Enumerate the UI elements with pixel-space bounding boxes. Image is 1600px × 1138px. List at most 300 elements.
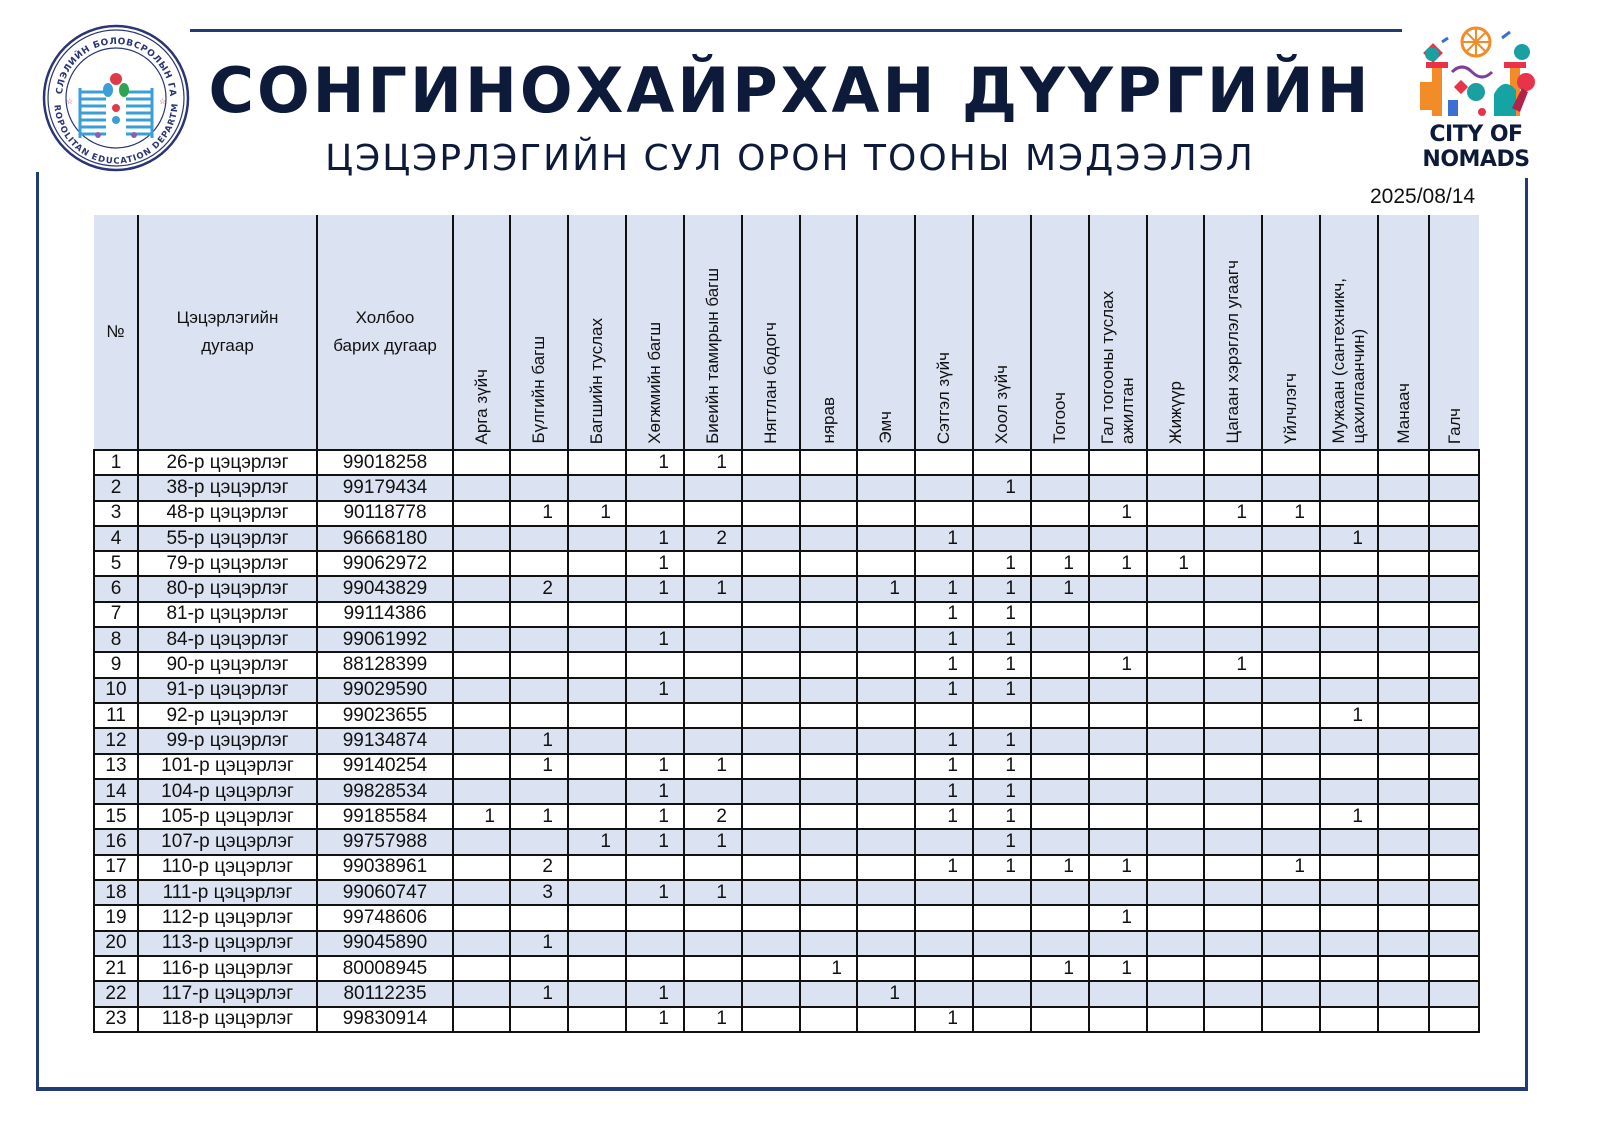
- vacancy-count-cell: [1204, 1007, 1262, 1032]
- vacancy-count-cell: 1: [1031, 855, 1089, 880]
- column-header-position: [1429, 215, 1479, 450]
- table-body: [94, 450, 1479, 1032]
- vacancy-count-cell: [1147, 981, 1204, 1006]
- vacancy-count-cell: [1429, 728, 1479, 753]
- column-header-position-label: Сэтгэл зүйч: [934, 351, 953, 444]
- vacancy-count-cell: [1031, 804, 1089, 829]
- vacancy-count-cell: 1: [800, 956, 857, 981]
- vacancy-count-cell: [1429, 905, 1479, 930]
- column-header-position-label: Галч: [1444, 407, 1464, 444]
- vacancy-count-cell: 1: [973, 855, 1031, 880]
- column-header-position: [1147, 215, 1204, 450]
- emblem-bottom-text: ROPOLITAN EDUCATION DEPARTM: [51, 102, 181, 167]
- vacancy-count-cell: [1089, 754, 1147, 779]
- kindergarten-name-cell: 79-р цэцэрлэг: [138, 551, 317, 576]
- column-header-position-label: Тогооч: [1050, 392, 1069, 444]
- vacancy-count-cell: [742, 703, 800, 728]
- frame-right-rule: [1525, 178, 1528, 1090]
- vacancy-count-cell: [626, 652, 684, 677]
- vacancy-count-cell: [510, 526, 568, 551]
- vacancy-count-cell: 1: [1262, 501, 1320, 526]
- vacancy-count-cell: [1204, 829, 1262, 854]
- vacancy-count-cell: [1320, 475, 1378, 500]
- row-number-cell: 2: [94, 475, 138, 500]
- vacancy-count-cell: 1: [915, 1007, 973, 1032]
- vacancy-count-cell: 1: [1089, 652, 1147, 677]
- phone-number-cell: 80008945: [317, 956, 453, 981]
- row-number-cell: 23: [94, 1007, 138, 1032]
- vacancy-count-cell: [1147, 678, 1204, 703]
- vacancy-count-cell: 1: [973, 779, 1031, 804]
- vacancy-count-cell: [1089, 627, 1147, 652]
- vacancy-count-cell: [684, 602, 742, 627]
- vacancy-count-cell: [568, 1007, 626, 1032]
- vacancy-count-cell: [800, 754, 857, 779]
- vacancy-count-cell: 1: [973, 829, 1031, 854]
- vacancy-count-cell: [742, 602, 800, 627]
- vacancy-count-cell: [800, 728, 857, 753]
- vacancy-count-cell: [1429, 627, 1479, 652]
- vacancy-count-cell: [800, 931, 857, 956]
- column-header-position-label: Мужаан (сантехникч, цахилгаанчин): [1329, 278, 1368, 444]
- phone-number-cell: 80112235: [317, 981, 453, 1006]
- vacancy-count-cell: 1: [684, 450, 742, 475]
- vacancy-count-cell: [1429, 551, 1479, 576]
- vacancy-count-cell: [1147, 652, 1204, 677]
- vacancy-count-cell: 1: [626, 576, 684, 601]
- vacancy-count-cell: [973, 905, 1031, 930]
- vacancy-count-cell: [568, 652, 626, 677]
- vacancy-count-cell: [742, 551, 800, 576]
- vacancy-count-cell: 1: [1320, 703, 1378, 728]
- row-number-cell: 13: [94, 754, 138, 779]
- phone-number-cell: 99114386: [317, 602, 453, 627]
- vacancy-count-cell: [1320, 829, 1378, 854]
- table-header-row: [94, 215, 1479, 450]
- column-header-kindergarten-label: Цэцэрлэгийн дугаар: [176, 308, 279, 355]
- kindergarten-name-cell: 38-р цэцэрлэг: [138, 475, 317, 500]
- phone-number-cell: 99043829: [317, 576, 453, 601]
- kindergarten-name-cell: 80-р цэцэрлэг: [138, 576, 317, 601]
- vacancy-count-cell: [800, 855, 857, 880]
- vacancy-count-cell: [1147, 576, 1204, 601]
- vacancy-count-cell: [915, 956, 973, 981]
- vacancy-count-cell: 1: [1320, 526, 1378, 551]
- page-title: СОНГИНОХАЙРХАН ДҮҮРГИЙН: [208, 54, 1372, 127]
- frame-top-rule: [190, 29, 1402, 32]
- vacancy-count-cell: [1262, 678, 1320, 703]
- vacancy-count-cell: [857, 880, 915, 905]
- vacancy-count-cell: [684, 855, 742, 880]
- vacancy-count-cell: [742, 779, 800, 804]
- vacancy-count-cell: [453, 602, 510, 627]
- vacancy-count-cell: [1429, 855, 1479, 880]
- vacancy-count-cell: [742, 627, 800, 652]
- table-row: [94, 728, 1479, 753]
- vacancy-count-cell: [453, 551, 510, 576]
- kindergarten-name-cell: 113-р цэцэрлэг: [138, 931, 317, 956]
- table-row: [94, 905, 1479, 930]
- column-header-no: №: [94, 215, 138, 450]
- vacancy-count-cell: [800, 602, 857, 627]
- vacancy-count-cell: [1429, 956, 1479, 981]
- kindergarten-name-cell: 84-р цэцэрлэг: [138, 627, 317, 652]
- vacancy-count-cell: [800, 551, 857, 576]
- vacancy-count-cell: [857, 855, 915, 880]
- vacancy-count-cell: [1204, 880, 1262, 905]
- vacancy-count-cell: [857, 804, 915, 829]
- vacancy-count-cell: 1: [915, 652, 973, 677]
- vacancy-count-cell: [1147, 905, 1204, 930]
- kindergarten-name-cell: 26-р цэцэрлэг: [138, 450, 317, 475]
- vacancy-count-cell: [1378, 501, 1429, 526]
- row-number-cell: 18: [94, 880, 138, 905]
- vacancy-count-cell: 1: [684, 829, 742, 854]
- vacancy-count-cell: [568, 855, 626, 880]
- column-header-phone-label: Холбоо барих дугаар: [333, 308, 437, 355]
- vacancy-count-cell: [453, 652, 510, 677]
- vacancy-count-cell: 1: [973, 602, 1031, 627]
- phone-number-cell: 99185584: [317, 804, 453, 829]
- vacancy-count-cell: [1262, 450, 1320, 475]
- vacancy-count-cell: 1: [626, 981, 684, 1006]
- vacancy-count-cell: [1147, 526, 1204, 551]
- column-header-position: [1089, 215, 1147, 450]
- kindergarten-name-cell: 117-р цэцэрлэг: [138, 981, 317, 1006]
- vacancy-count-cell: [1089, 576, 1147, 601]
- vacancy-count-cell: [1378, 905, 1429, 930]
- vacancy-count-cell: [742, 450, 800, 475]
- vacancy-count-cell: [453, 956, 510, 981]
- vacancy-count-cell: [857, 627, 915, 652]
- vacancy-count-cell: [915, 703, 973, 728]
- vacancy-count-cell: [800, 576, 857, 601]
- vacancy-count-cell: [800, 905, 857, 930]
- vacancy-count-cell: [1204, 551, 1262, 576]
- vacancy-count-cell: [1204, 728, 1262, 753]
- vacancy-count-cell: [510, 829, 568, 854]
- vacancy-count-cell: [800, 678, 857, 703]
- phone-number-cell: 99757988: [317, 829, 453, 854]
- phone-number-cell: 88128399: [317, 652, 453, 677]
- vacancy-count-cell: [1031, 779, 1089, 804]
- vacancy-count-cell: [684, 501, 742, 526]
- column-header-position-label: Хоол зүйч: [992, 365, 1011, 444]
- vacancy-count-cell: 1: [1089, 855, 1147, 880]
- vacancy-count-cell: 1: [684, 754, 742, 779]
- phone-number-cell: 90118778: [317, 501, 453, 526]
- vacancy-count-cell: [1147, 475, 1204, 500]
- kindergarten-name-cell: 104-р цэцэрлэг: [138, 779, 317, 804]
- column-header-position-label: Биеийн тамирын багш: [703, 268, 722, 444]
- vacancy-count-cell: [453, 855, 510, 880]
- vacancy-count-cell: [1378, 526, 1429, 551]
- row-number-cell: 15: [94, 804, 138, 829]
- vacancy-count-cell: [1320, 754, 1378, 779]
- city-logo-line1: CITY OF: [1429, 122, 1523, 147]
- vacancy-count-cell: [1429, 602, 1479, 627]
- vacancy-count-cell: 1: [915, 602, 973, 627]
- column-header-phone: [317, 215, 453, 450]
- vacancy-count-cell: [742, 728, 800, 753]
- column-header-position: [1378, 215, 1429, 450]
- vacancy-count-cell: [1378, 728, 1429, 753]
- vacancy-count-cell: [1429, 703, 1479, 728]
- vacancy-count-cell: [915, 501, 973, 526]
- vacancy-count-cell: [1031, 905, 1089, 930]
- table-row: [94, 576, 1479, 601]
- vacancy-count-cell: 2: [684, 804, 742, 829]
- vacancy-count-cell: [742, 855, 800, 880]
- vacancy-count-cell: [1378, 627, 1429, 652]
- vacancy-count-cell: 3: [510, 880, 568, 905]
- phone-number-cell: 99038961: [317, 855, 453, 880]
- vacancy-count-cell: [1031, 450, 1089, 475]
- column-header-position-label: Жижүүр: [1165, 380, 1185, 444]
- city-of-nomads-art-icon: [1412, 22, 1540, 122]
- vacancy-count-cell: [510, 475, 568, 500]
- vacancy-count-cell: [1320, 450, 1378, 475]
- vacancy-count-cell: [1378, 931, 1429, 956]
- vacancy-count-cell: [1378, 602, 1429, 627]
- vacancy-count-cell: 1: [1320, 804, 1378, 829]
- vacancy-count-cell: [510, 551, 568, 576]
- kindergarten-name-cell: 110-р цэцэрлэг: [138, 855, 317, 880]
- row-number-cell: 19: [94, 905, 138, 930]
- vacancy-count-cell: [973, 956, 1031, 981]
- vacancy-count-cell: [1320, 602, 1378, 627]
- vacancy-count-cell: [1147, 728, 1204, 753]
- vacancy-count-cell: 1: [1147, 551, 1204, 576]
- vacancy-count-cell: [1204, 855, 1262, 880]
- row-number-cell: 4: [94, 526, 138, 551]
- vacancy-count-cell: 1: [684, 880, 742, 905]
- vacancy-count-cell: [1429, 1007, 1479, 1032]
- vacancy-count-cell: [1031, 475, 1089, 500]
- vacancy-count-cell: [973, 501, 1031, 526]
- row-number-cell: 14: [94, 779, 138, 804]
- vacancy-count-cell: [1378, 956, 1429, 981]
- vacancy-count-cell: [1320, 652, 1378, 677]
- vacancy-count-cell: [1089, 829, 1147, 854]
- vacancy-count-cell: [568, 956, 626, 981]
- vacancy-count-cell: [1147, 501, 1204, 526]
- vacancy-count-cell: [1320, 905, 1378, 930]
- vacancy-count-cell: [915, 905, 973, 930]
- vacancy-count-cell: [684, 931, 742, 956]
- metropolitan-education-department-emblem-icon: [40, 22, 192, 174]
- vacancy-count-cell: [1089, 526, 1147, 551]
- table-row: [94, 804, 1479, 829]
- vacancy-count-cell: [973, 526, 1031, 551]
- vacancy-count-cell: [453, 981, 510, 1006]
- vacancy-count-cell: [1262, 905, 1320, 930]
- vacancy-count-cell: [1429, 829, 1479, 854]
- vacancy-count-cell: [857, 1007, 915, 1032]
- column-header-position: [742, 215, 800, 450]
- vacancy-count-cell: [1320, 678, 1378, 703]
- vacancy-count-cell: 1: [915, 804, 973, 829]
- phone-number-cell: 99029590: [317, 678, 453, 703]
- vacancy-count-cell: [1147, 931, 1204, 956]
- vacancy-count-cell: [800, 475, 857, 500]
- vacancy-count-cell: [742, 956, 800, 981]
- table-row: [94, 931, 1479, 956]
- vacancy-count-cell: [1320, 1007, 1378, 1032]
- vacancy-count-cell: [1031, 652, 1089, 677]
- column-header-position-label: Үйлчлэгч: [1281, 372, 1300, 444]
- row-number-cell: 6: [94, 576, 138, 601]
- vacancy-count-cell: 1: [626, 804, 684, 829]
- vacancy-count-cell: [510, 678, 568, 703]
- table-row: [94, 855, 1479, 880]
- vacancy-count-cell: 1: [626, 779, 684, 804]
- vacancy-count-cell: 1: [1031, 956, 1089, 981]
- vacancy-count-cell: [857, 931, 915, 956]
- svg-text:☆: ☆: [66, 97, 74, 106]
- vacancy-count-cell: [1429, 576, 1479, 601]
- vacancy-count-cell: 1: [510, 754, 568, 779]
- vacancy-count-cell: [453, 576, 510, 601]
- column-header-kindergarten: [138, 215, 317, 450]
- vacancy-count-cell: [1147, 829, 1204, 854]
- vacancy-count-cell: 1: [1031, 551, 1089, 576]
- phone-number-cell: 99061992: [317, 627, 453, 652]
- vacancy-count-cell: [915, 450, 973, 475]
- vacancy-count-cell: [453, 905, 510, 930]
- vacancy-count-cell: [1031, 526, 1089, 551]
- vacancy-count-cell: [568, 905, 626, 930]
- vacancy-count-cell: [568, 627, 626, 652]
- vacancy-count-cell: [684, 981, 742, 1006]
- vacancy-count-cell: [1378, 855, 1429, 880]
- vacancy-count-cell: [1262, 475, 1320, 500]
- vacancy-count-cell: 1: [973, 804, 1031, 829]
- vacancy-count-cell: [1378, 551, 1429, 576]
- vacancy-count-cell: 1: [1262, 855, 1320, 880]
- vacancy-count-cell: 1: [626, 450, 684, 475]
- vacancy-count-cell: 1: [973, 652, 1031, 677]
- table-row: [94, 652, 1479, 677]
- vacancy-count-cell: [1262, 703, 1320, 728]
- vacancy-count-cell: [915, 829, 973, 854]
- vacancy-count-cell: 1: [626, 526, 684, 551]
- vacancy-count-cell: [1378, 829, 1429, 854]
- vacancy-count-cell: 1: [626, 551, 684, 576]
- vacancy-count-cell: [1204, 956, 1262, 981]
- vacancy-count-cell: [742, 880, 800, 905]
- column-header-position: [1262, 215, 1320, 450]
- vacancy-count-cell: 1: [973, 754, 1031, 779]
- vacancy-count-cell: [453, 450, 510, 475]
- row-number-cell: 3: [94, 501, 138, 526]
- vacancy-count-cell: [1204, 804, 1262, 829]
- vacancy-count-cell: 2: [684, 526, 742, 551]
- vacancy-count-cell: [1262, 880, 1320, 905]
- vacancy-count-cell: [1262, 627, 1320, 652]
- column-header-position: [800, 215, 857, 450]
- vacancy-count-cell: [800, 450, 857, 475]
- table-row: [94, 602, 1479, 627]
- kindergarten-name-cell: 111-р цэцэрлэг: [138, 880, 317, 905]
- vacancy-count-cell: 1: [568, 501, 626, 526]
- vacancy-count-cell: [1262, 1007, 1320, 1032]
- vacancy-count-cell: [684, 779, 742, 804]
- vacancy-count-cell: [568, 526, 626, 551]
- vacancy-count-cell: [1262, 652, 1320, 677]
- phone-number-cell: 99062972: [317, 551, 453, 576]
- vacancy-count-cell: 1: [626, 678, 684, 703]
- vacancy-count-cell: [1429, 475, 1479, 500]
- svg-text:☆: ☆: [159, 97, 167, 106]
- vacancy-count-cell: [453, 931, 510, 956]
- vacancy-count-cell: [973, 1007, 1031, 1032]
- vacancy-count-cell: [453, 880, 510, 905]
- vacancy-count-cell: 1: [510, 501, 568, 526]
- vacancy-count-cell: 1: [857, 576, 915, 601]
- vacancy-count-cell: [1320, 551, 1378, 576]
- vacancy-count-cell: 1: [1204, 501, 1262, 526]
- vacancy-count-cell: [742, 1007, 800, 1032]
- row-number-cell: 11: [94, 703, 138, 728]
- table-row: [94, 450, 1479, 475]
- vacancy-count-cell: [1204, 627, 1262, 652]
- vacancy-count-cell: [800, 526, 857, 551]
- vacancy-count-cell: [1031, 1007, 1089, 1032]
- vacancy-count-cell: [915, 880, 973, 905]
- vacancy-count-cell: [742, 475, 800, 500]
- phone-number-cell: 99045890: [317, 931, 453, 956]
- vacancy-count-cell: [857, 728, 915, 753]
- vacancy-count-cell: [1320, 931, 1378, 956]
- column-header-position: [857, 215, 915, 450]
- table-row: [94, 703, 1479, 728]
- vacancy-count-cell: [857, 501, 915, 526]
- vacancy-count-cell: 1: [626, 754, 684, 779]
- vacancy-count-cell: [1089, 804, 1147, 829]
- report-date: 2025/08/14: [1370, 185, 1476, 208]
- table-row: [94, 627, 1479, 652]
- phone-number-cell: 99179434: [317, 475, 453, 500]
- vacancy-count-cell: [1378, 779, 1429, 804]
- vacancy-count-cell: 1: [973, 475, 1031, 500]
- frame-bottom-rule: [36, 1087, 1528, 1091]
- vacancy-count-cell: [626, 501, 684, 526]
- frame-left-rule: [36, 172, 39, 1090]
- vacancy-count-cell: [684, 678, 742, 703]
- vacancy-count-cell: [1320, 855, 1378, 880]
- vacancy-count-cell: [1320, 880, 1378, 905]
- vacancy-count-cell: [453, 779, 510, 804]
- vacancy-count-cell: 1: [510, 804, 568, 829]
- vacancy-count-cell: [1320, 981, 1378, 1006]
- vacancy-count-cell: [1262, 779, 1320, 804]
- table-row: [94, 551, 1479, 576]
- column-header-position-label: Нягтлан бодогч: [761, 322, 780, 444]
- vacancy-count-cell: [1204, 931, 1262, 956]
- row-number-cell: 10: [94, 678, 138, 703]
- kindergarten-name-cell: 105-р цэцэрлэг: [138, 804, 317, 829]
- row-number-cell: 8: [94, 627, 138, 652]
- vacancy-count-cell: [568, 475, 626, 500]
- vacancy-count-cell: [453, 728, 510, 753]
- vacancy-count-cell: [684, 551, 742, 576]
- vacancy-count-cell: [1031, 703, 1089, 728]
- vacancy-count-cell: [1204, 678, 1262, 703]
- vacancy-count-cell: [800, 981, 857, 1006]
- vacancy-count-cell: [800, 703, 857, 728]
- vacancy-count-cell: [453, 475, 510, 500]
